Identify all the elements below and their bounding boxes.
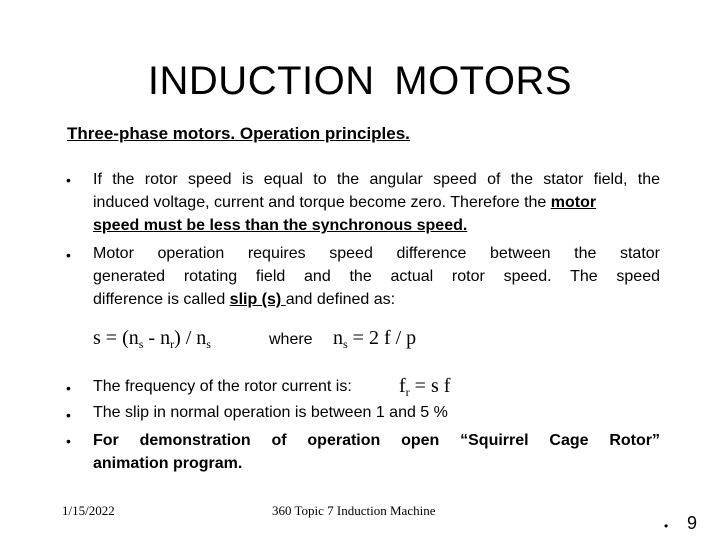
paragraph-line: For demonstration of operation open “Squirrel Cage Rotor”: [93, 432, 660, 449]
slide-title: INDUCTION MOTORS: [147, 59, 573, 103]
formula-subscript: s: [138, 337, 144, 351]
slide-subtitle: Three-phase motors. Operation principles.: [67, 124, 410, 143]
footer-date: 1/15/2022: [62, 503, 115, 518]
bullet-marker: •: [66, 407, 71, 423]
page-number: 9: [687, 513, 698, 533]
emphasis-slip: slip (s): [229, 291, 286, 308]
text-span: and defined as:: [285, 291, 396, 308]
formula-part: ) / n: [174, 327, 207, 349]
formula-subscript: s: [206, 337, 211, 351]
text-span: difference is called: [93, 291, 230, 308]
paragraph-synchronous-speed: [93, 168, 660, 237]
formula-part: - n: [143, 327, 171, 349]
paragraph-slip-definition: [93, 242, 660, 311]
bullet-marker: •: [66, 380, 71, 396]
where-label: where: [269, 331, 313, 348]
paragraph-line: Motor operation requires speed difference between the stator: [93, 245, 660, 262]
paragraph-line: animation program.: [93, 455, 243, 472]
formula-part: = s f: [409, 375, 451, 397]
formula-part: n: [333, 327, 343, 349]
rotor-frequency-formula: [399, 375, 450, 398]
synchronous-speed-formula: [333, 327, 416, 350]
rotor-frequency-text: The frequency of the rotor current is:: [93, 378, 352, 395]
paragraph-line: [93, 191, 660, 214]
footer-topic: 360 Topic 7 Induction Machine: [272, 503, 436, 518]
emphasis-motor: motor: [550, 194, 597, 211]
formula-subscript: s: [343, 337, 348, 351]
slip-formula: [93, 327, 211, 350]
paragraph-line: [93, 288, 660, 311]
bullet-marker: •: [66, 247, 71, 263]
emphasis-speed-requirement: speed must be less than the synchronous speed.: [93, 217, 468, 234]
slip-range-text: The slip in normal operation is between 1 and 5 %: [93, 404, 448, 421]
formula-subscript: r: [170, 337, 175, 351]
text-span: induced voltage, current and torque become zero. Therefore the: [93, 194, 551, 211]
bullet-marker: •: [66, 172, 71, 188]
bullet-marker: •: [66, 433, 71, 449]
formula-part: s = (n: [93, 327, 139, 349]
formula-part: = 2 f / p: [347, 327, 417, 349]
formula-subscript: r: [405, 385, 410, 399]
formula-part: f: [399, 375, 406, 397]
footer-bullet: •: [664, 519, 669, 533]
paragraph-line: generated rotating field and the actual rotor speed. The speed: [93, 268, 660, 285]
paragraph-line: If the rotor speed is equal to the angular speed of the stator field, the: [93, 171, 660, 188]
paragraph-demonstration: [93, 429, 660, 475]
